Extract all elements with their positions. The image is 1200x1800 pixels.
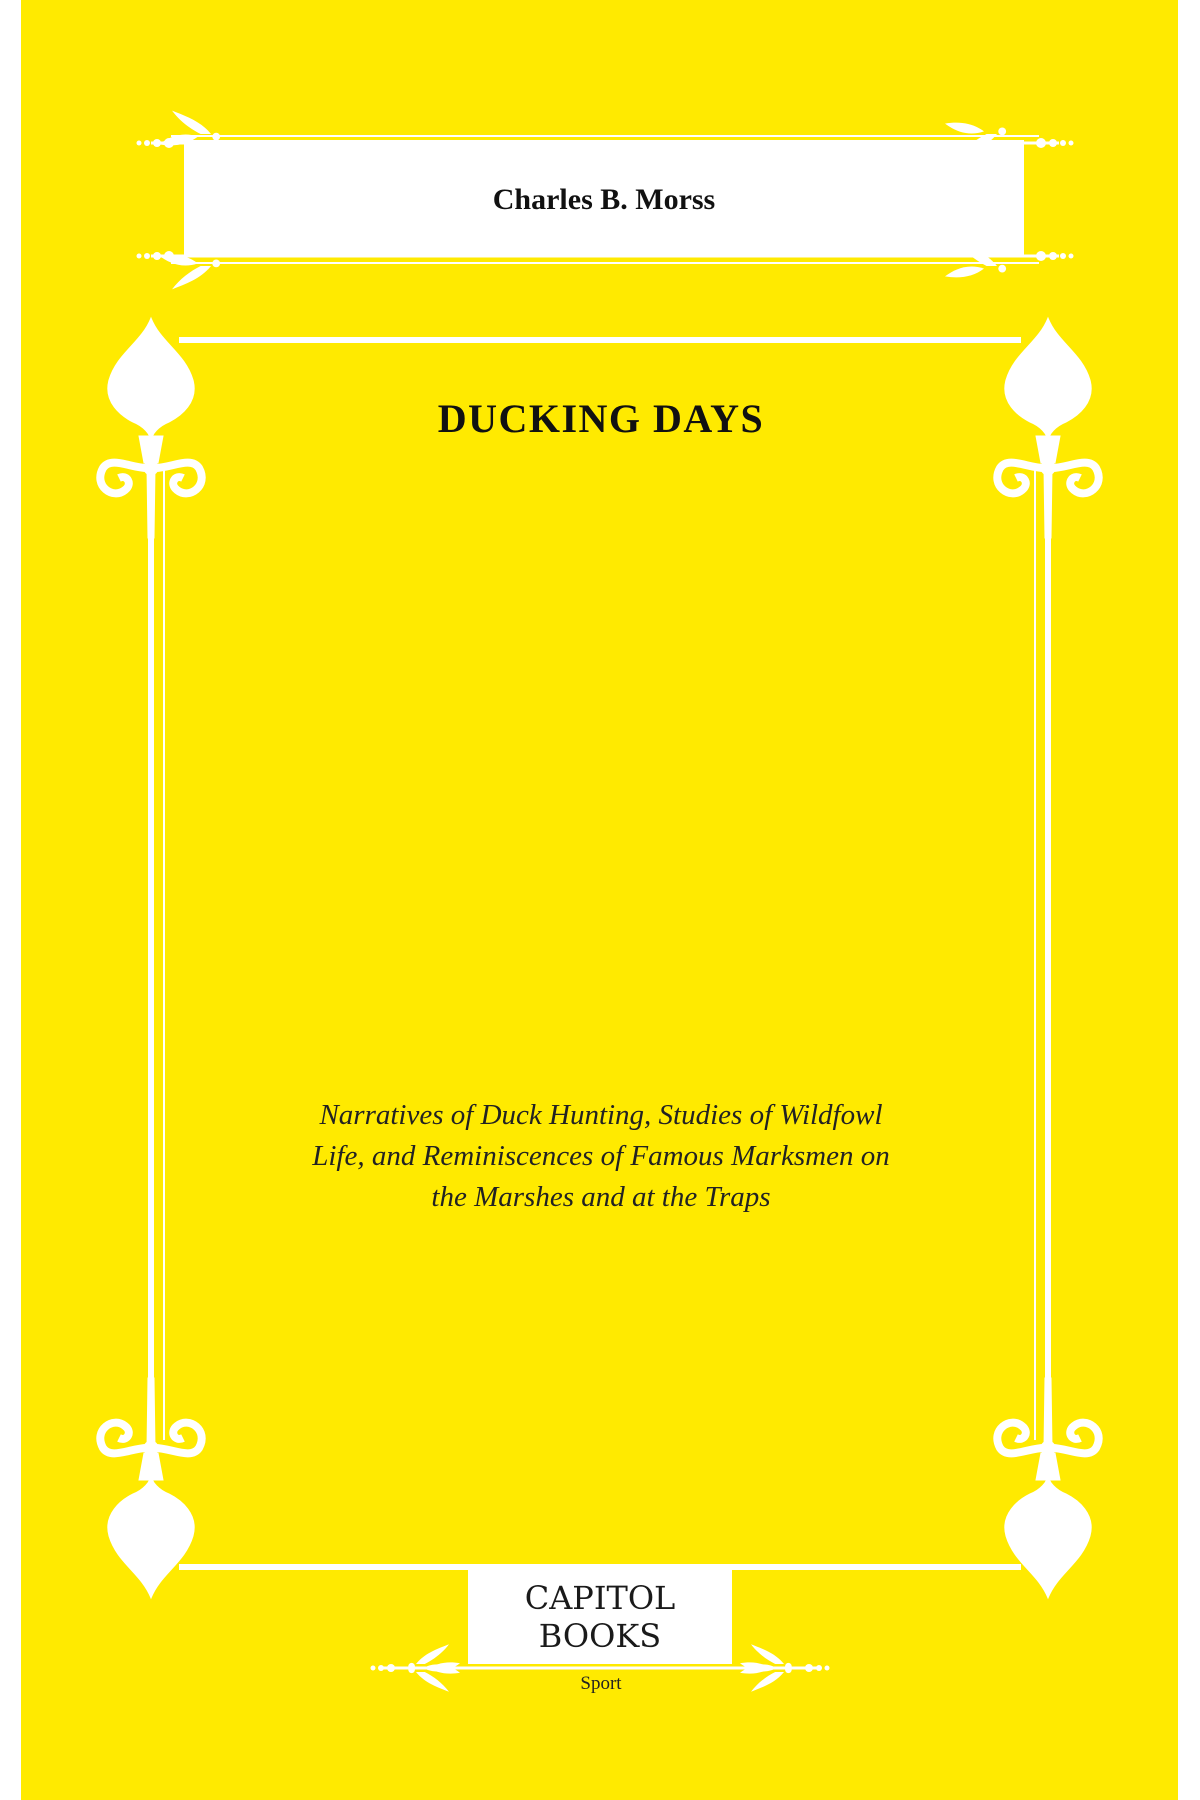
publisher-line: BOOKS [538, 1616, 662, 1655]
subtitle-line: the Marshes and at the Traps [431, 1181, 771, 1213]
author-name: Charles B. Morss [492, 183, 716, 216]
subtitle-line: Life, and Reminiscences of Famous Marksmen on [312, 1140, 890, 1172]
book-cover [21, 0, 1178, 1800]
series-label: Sport [580, 1673, 622, 1694]
publisher-logo [468, 1569, 732, 1664]
subtitle-line: Narratives of Duck Hunting, Studies of Wildfowl [319, 1099, 883, 1131]
cover-ornament-frame [21, 0, 1178, 1800]
publisher-line: CAPITOL [524, 1578, 676, 1617]
book-title: DUCKING DAYS [437, 396, 765, 441]
book-subtitle [241, 1095, 961, 1218]
